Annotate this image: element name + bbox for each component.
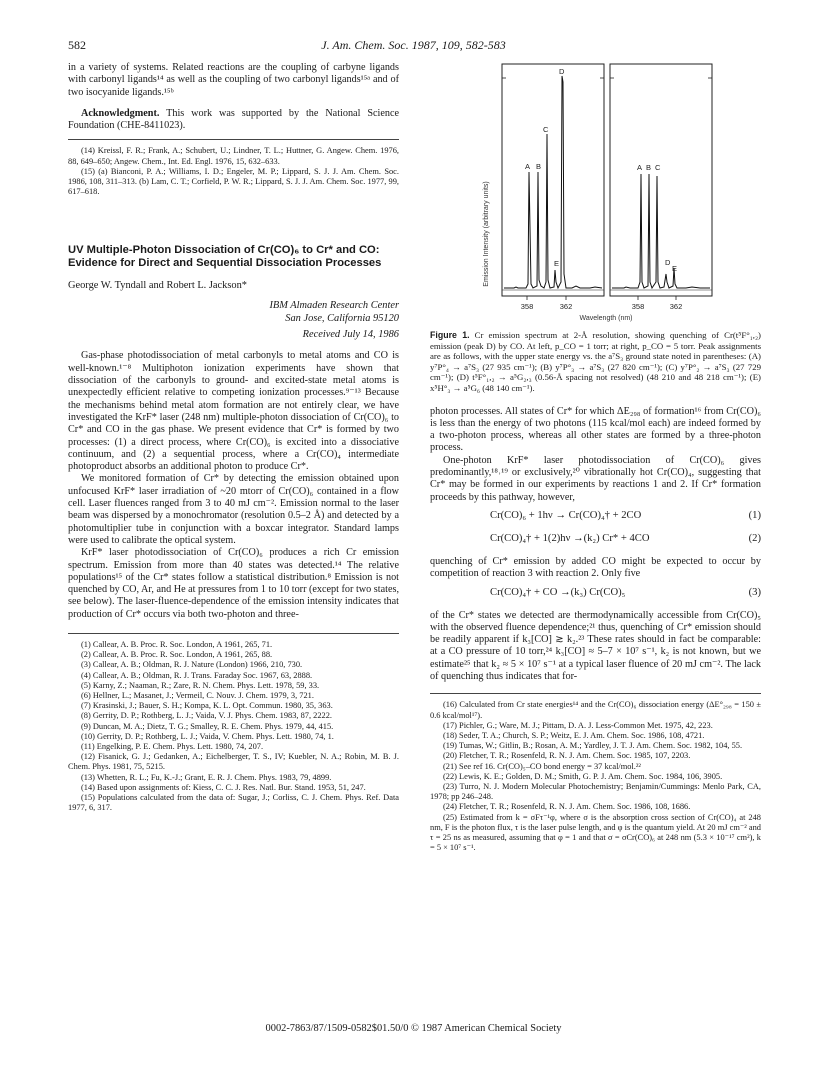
footnote: (10) Gerrity, D. P.; Rothberg, L. J.; Vaida, V. Chem. Phys. Lett. 1980, 74, 1. (81, 731, 334, 741)
right-column (430, 62, 761, 853)
equation-number: (1) (748, 509, 761, 521)
x-tick-label: 362 (669, 302, 683, 311)
footnotes (68, 640, 399, 813)
footnote: (24) Fletcher, T. R.; Rosenfeld, R. N. J. Am. Chem. Soc. 1986, 108, 1686. (443, 802, 691, 812)
footnote: (22) Lewis, K. E.; Golden, D. M.; Smith, G. P. J. Am. Chem. Soc. 1984, 106, 3905. (443, 771, 723, 781)
x-axis-label: Wavelength (nm) (579, 315, 633, 322)
figure-1 (430, 62, 761, 326)
footnote: (2) Callear, A. B. Proc. R. Soc. London, A 1961, 265, 88. (81, 650, 273, 660)
body-paragraph: We monitored formation of Cr* by detecting the emission obtained upon unfocused KrF* laser irradiation of ~20 mtorr of Cr(CO)₆ contained in a flow cell. Laser fluences ranged from 3 to 40 mJ cm⁻². Emission normal to the laser beam was dispersed by a monochromator (resolution 0.5–2 Å) and detected by a photomultiplier tube in conjunction with a boxcar integrator. Standard lamps were used to calibrate the optical system. (68, 473, 399, 546)
journal-citation (68, 38, 759, 53)
footnote: (7) Krasinski, J.; Bauer, S. H.; Kompa, K. L. Opt. Commun. 1980, 35, 363. (81, 701, 333, 711)
equation-expression: Cr(CO)₆ + 1hν → Cr(CO)₄† + 2CO (490, 509, 642, 521)
affiliation-line: San Jose, California 95120 (285, 312, 399, 324)
received-date: Received July 14, 1986 (302, 329, 399, 341)
peak-label-right: E (672, 264, 678, 273)
footnote: (11) Engelking, P. E. Chem. Phys. Lett. 1980, 74, 207. (81, 742, 264, 752)
footnote: (15) Populations calculated from the data of: Sugar, J.; Corliss, C. J. Chem. Phys. Ref. Data 1977, 6, 317. (68, 793, 399, 813)
journal-name: J. Am. Chem. Soc. (321, 38, 409, 52)
y-axis-label: Emission Intensity (arbitrary units) (483, 181, 490, 287)
footnote: (13) Whetten, R. L.; Fu, K.-J.; Grant, E. R. J. Chem. Phys. 1983, 79, 4899. (81, 772, 332, 782)
footnote: (25) Estimated from k = σFτ⁻¹φ, where σ is the absorption cross section of Cr(CO)₄ at 248 nm, F is the photon flux, τ is the laser pulse length, and φ is the quantum yield. At 20 mJ cm⁻² and τ = 25 ns as measured, assuming that φ = 1 and that σ = σCr(CO)₆ at 248 nm (5.3 × 10⁻¹⁷ cm²), k = 5 × 10⁷ s⁻¹. (430, 812, 761, 853)
copyright-footer: 0002-7863/87/1509-0582$01.50/0 © 1987 American Chemical Society (265, 1023, 562, 1034)
footnote: (15) (a) Bianconi, P. A.; Williams, I. D.; Engeler, M. P.; Lippard, S. J. J. Am. Chem. Soc. 1986, 108, 311–313. (b) Lam, C. T.; Corfield, P. W. R.; Lippard, S. J. J. Am. Chem. Soc. 1977, 99, 617–618. (68, 166, 399, 197)
authors: George W. Tyndall and Robert L. Jackson* (68, 279, 247, 291)
emission-spectrum-figure (430, 62, 761, 326)
affiliation-line: IBM Almaden Research Center (269, 299, 399, 311)
footnote: (17) Pichler, G.; Ware, M. J.; Pittam, D. A. J. Less-Common Met. 1975, 42, 223. (443, 720, 713, 730)
peak-label-right: D (665, 258, 671, 267)
ack-text: This work was supported by the National Science Foundation (CHE-8411023). (68, 107, 399, 132)
peak-label-left: A (525, 162, 531, 171)
footnote-divider (430, 693, 761, 694)
spectrum-trace-right (612, 174, 710, 288)
footnote: (16) Calculated from Cr state energies¹⁴ and the Cr(CO)₆ dissociation energy (ΔE°₂₉₈ = 150 ± 0.6 kcal/mol¹⁷). (430, 700, 761, 720)
equation-2 (430, 533, 761, 552)
body-paragraph: of the Cr* states we detected are thermodynamically accessible from Cr(CO)₅ with the observed fluence dependence;²¹ thus, quenching of Cr* emission should be readily apparent if k₃[CO] ≳ k₂.²³ These rates should in fact be comparable: at a CO pressure of 10 torr,²⁴ k₃[CO] ≈ 5–7 × 10⁷ s⁻¹, k₂ is not known, but we estimate²⁵ that k₂ ≈ 5 × 10⁷ s⁻¹ at a typical laser fluence of 20 mJ cm⁻². The lack of quenching thus indicates that for- (430, 609, 761, 683)
footnote: (12) Fisanick, G. J.; Gedanken, A.; Eichelberger, T. S., IV; Kuebler, N. A.; Robin, M. B. J. Chem. Phys. 1981, 75, 5215. (68, 752, 399, 772)
footnote: (14) Based upon assignments of: Kiess, C. C. J. Res. Natl. Bur. Stand. 1953, 51, 247. (81, 782, 366, 792)
footnote: (14) Kreissl, F. R.; Frank, A.; Schubert, U.; Lindner, T. L.; Huttner, G. Angew. Chem. 1976, 88, 649–650; Angew. Chem., Int. Ed. Engl. 1976, 15, 632–633. (68, 146, 399, 166)
footnotes (430, 700, 761, 853)
equation-expression: Cr(CO)₄† + 1(2)hν →(k₂) Cr* + 4CO (490, 532, 650, 544)
prev-footnotes (68, 146, 399, 197)
left-column (68, 62, 399, 813)
footnote-divider (68, 139, 399, 140)
journal-pages: 582-583 (465, 38, 506, 52)
peak-label-right: A (637, 163, 643, 172)
body-paragraph: photon processes. All states of Cr* for which ΔE₂₉₈ of formation¹⁶ from Cr(CO)₆ is less than the energy of two photons (115 kcal/mol each) are indeed formed by a two-photon process, whereas all other states are formed by a three-photon process. (430, 405, 761, 454)
equation-1 (430, 510, 761, 529)
journal-volume: 109, (441, 38, 463, 52)
peak-label-left: E (554, 259, 560, 268)
peak-label-left: C (543, 125, 549, 134)
equation-3 (430, 587, 761, 606)
peak-label-right: C (655, 163, 661, 172)
caption-label: Figure 1. (430, 330, 470, 340)
peak-label-right: B (646, 163, 652, 172)
page-header (68, 38, 759, 54)
x-tick-label: 358 (631, 302, 645, 311)
affiliation (68, 300, 399, 325)
intro-text: in a variety of systems. Related reactions are the coupling of carbyne ligands with carbonyl ligands¹⁴ as well as the coupling of two carbonyl ligands¹⁵ᵃ and of two isocyanide ligands.¹⁵ᵇ (68, 62, 399, 98)
peak-label-left: B (536, 162, 542, 171)
right-spectrum-panel (610, 64, 712, 296)
footnote: (4) Callear, A. B.; Oldman, R. J. Trans. Faraday Soc. 1967, 63, 2888. (81, 670, 313, 680)
footnote: (5) Karny, Z.; Naaman, R.; Zare, R. N. Chem. Phys. Lett. 1978, 59, 33. (81, 680, 320, 690)
footnote: (3) Callear, A. B.; Oldman, R. J. Nature (London) 1966, 210, 730. (81, 660, 303, 670)
body-paragraph: Gas-phase photodissociation of metal carbonyls to metal atoms and CO is well-known.¹⁻⁸ Multiphoton ionization experiments have shown that dissociation of the carbonyls to ground- and excited-state metal atoms is unexpectedly efficient relative to competing ionization processes.⁹⁻¹³ Because the mechanisms behind metal atom formation are not entirely clear, we have investigated the KrF* laser (248 nm) multiple-photon dissociation of Cr(CO)₆ to Cr* and CO in the gas phase. We present evidence that Cr* is formed by two processes: (1) a direct process, where Cr(CO)₆ is excited into a dissociative continuum, and (2) a sequential process, where a Cr(CO)₄ intermediate photoproduct absorbs an additional photon to produce Cr*. (68, 350, 399, 473)
footnote: (21) See ref 16. Cr(CO)₅–CO bond energy = 37 kcal/mol.²² (443, 761, 641, 771)
peak-label-left: D (559, 67, 565, 76)
x-tick-label: 358 (520, 302, 534, 311)
acknowledgment (68, 108, 399, 133)
left-spectrum-panel (502, 64, 604, 296)
journal-year: 1987, (411, 38, 439, 52)
footnote: (1) Callear, A. B. Proc. R. Soc. London, A 1961, 265, 71. (81, 640, 273, 649)
body-paragraph: quenching of Cr* emission by added CO might be expected to occur by competition of reaction 3 with reaction 2. Only five (430, 555, 761, 580)
body-paragraph: KrF* laser photodissociation of Cr(CO)₆ produces a rich Cr emission spectrum. Emission from more than 40 states was detected.¹⁴ The relative populations¹⁵ of the Cr* states follow a statistical distribution.⁸ Emission is not quenched by CO, Ar, and He at pressures from 1 to 10 torr (except for two states, see below). The laser-fluence-dependence of the emission intensity indicates that production of Cr* occurs via both two-photon and three- (68, 547, 399, 620)
footnote-divider (68, 633, 399, 634)
footnote: (23) Turro, N. J. Modern Molecular Photochemistry; Benjamin/Cummings: Menlo Park, CA, 1978; pp 246–248. (430, 781, 761, 802)
page-number: 582 (68, 38, 86, 52)
equation-number: (2) (748, 532, 761, 544)
body-paragraph: One-photon KrF* laser photodissociation of Cr(CO)₆ gives predominantly,¹⁸˒¹⁹ or exclusively,²⁰ vibrationally hot Cr(CO)₄, suggesting that Cr* may be formed in our experiments by reactions 1 and 2. If Cr* formation proceeds by this pathway, however, (430, 454, 761, 503)
figure-caption (430, 330, 761, 394)
caption-text: Cr emission spectrum at 2-Å resolution, showing quenching of Cr(t⁵F°₁,₂) emission (peak D) by CO. At left, p_CO = 1 torr; at right, p_CO = 5 torr. Peak assignments are as follows, with the upper state energy vs. the a⁷S₃ ground state noted in parentheses: (A) y⁷P°₄ → a⁷S₃ (27 935 cm⁻¹); (B) y⁷P°₃ → a⁷S₃ (27 820 cm⁻¹); (C) y⁷P°₂ → a⁷S₃ (27 729 cm⁻¹); (D) t⁵F°₁,₂ → a⁵G₂,₃ (0.56-Å spacing not resolved) (48 210 and 48 218 cm⁻¹); (E) x⁵H°₃ → a⁵G₆ (48 140 cm⁻¹). (430, 330, 761, 393)
article-title: UV Multiple-Photon Dissociation of Cr(CO)₆ to Cr* and CO: Evidence for Direct and Sequential Dissociation Processes (68, 243, 382, 270)
footnote: (8) Gerrity, D. P.; Rothberg, L. J.; Vaida, V. J. Phys. Chem. 1983, 87, 2222. (81, 711, 333, 721)
footnote: (19) Tumas, W.; Gitlin, B.; Rosan, A. M.; Yardley, J. T. J. Am. Chem. Soc. 1982, 104, 55. (443, 741, 743, 751)
footnote: (9) Duncan, M. A.; Dietz, T. G.; Smalley, R. E. Chem. Phys. 1979, 44, 415. (81, 721, 334, 731)
footnote: (18) Seder, T. A.; Church, S. P.; Weitz, E. J. Am. Chem. Soc. 1986, 108, 4721. (443, 730, 705, 740)
equation-expression: Cr(CO)₄† + CO →(k₃) Cr(CO)₅ (490, 586, 626, 598)
ack-label: Acknowledgment. (81, 107, 160, 119)
x-tick-label: 362 (559, 302, 573, 311)
equation-number: (3) (748, 586, 761, 598)
footnote: (20) Fletcher, T. R.; Rosenfeld, R. N. J. Am. Chem. Soc. 1985, 107, 2203. (443, 751, 691, 761)
spectrum-trace-left (504, 76, 602, 288)
footnote: (6) Hellner, L.; Masanet, J.; Vermeil, C. Nouv. J. Chem. 1979, 3, 721. (81, 691, 314, 701)
